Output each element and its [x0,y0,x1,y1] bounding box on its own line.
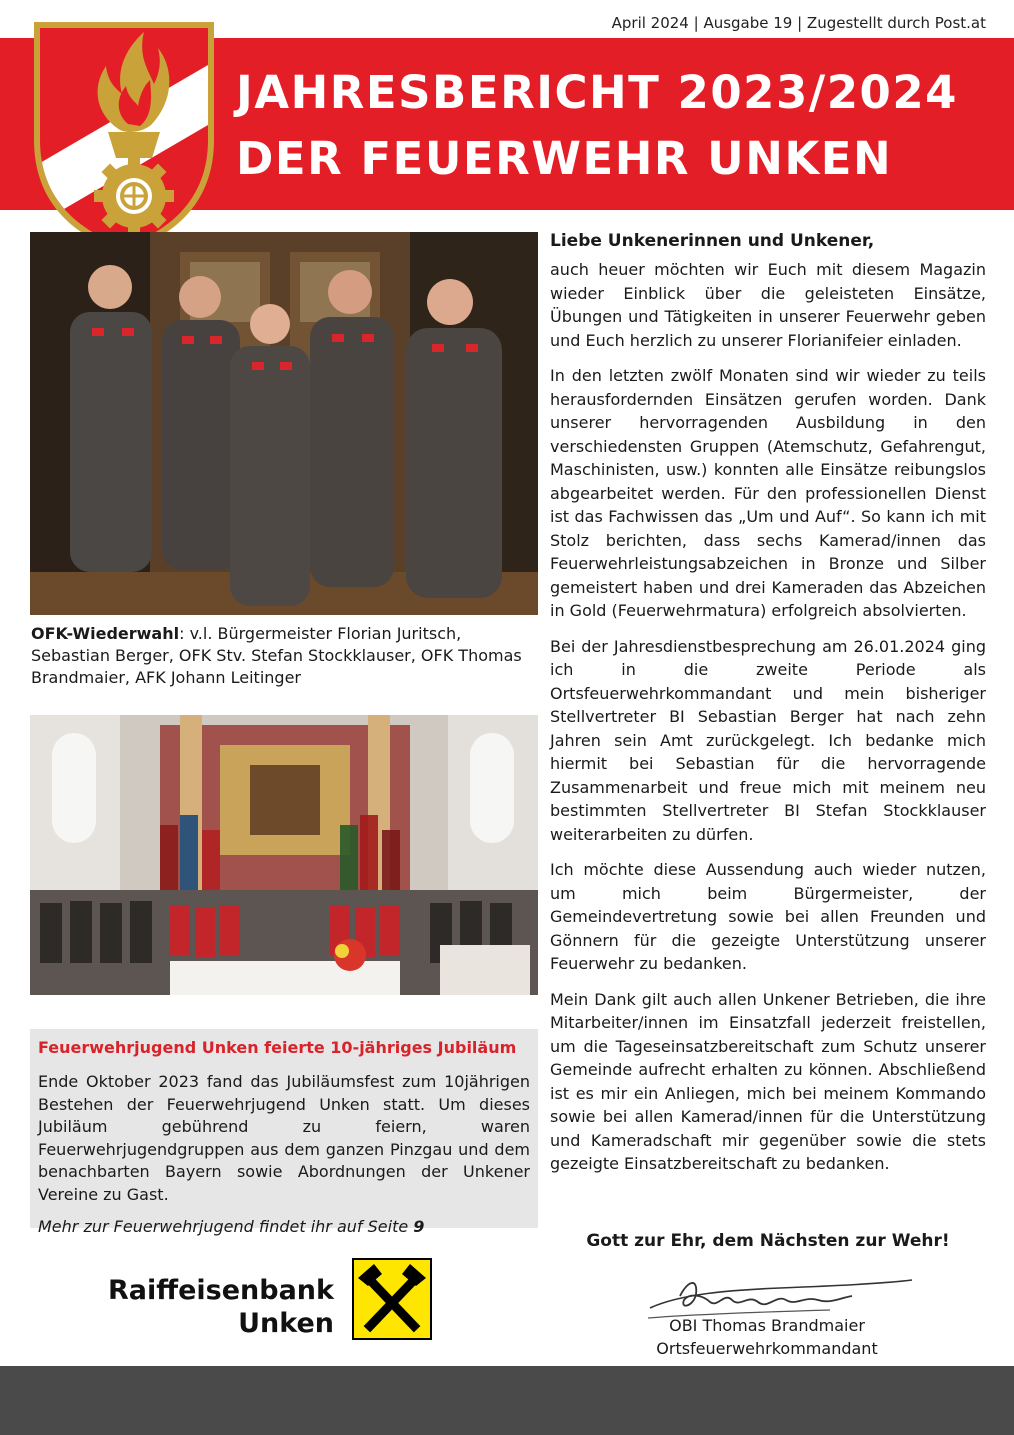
letter-paragraph: Mein Dank gilt auch allen Unkener Betrieben, die ihre Mitarbeiter/innen im Einsatzfall jederzeit freistellen, um die Tageseinsatzbereitschaft zum Schutz unserer Gemeinde aufrecht erhalten zu können. Abschließend ist es mir ein Anliegen, mich bei meinem Kommando sowie bei allen Kamerad/innen für die Unterstützung und Kameradschaft mir gegenüber sowie die stets gezeigte Einsatzbereitschaft zu bedanken. [550,989,986,1173]
caption-text: : v.l. Bürgermeister Florian Juritsch, Sebastian Berger, OFK Stv. Stefan Stockklauser, OFK Thomas Brandmaier, AFK Johann Leitinger [31,624,522,687]
signer-role: Ortsfeuerwehrkommandant [656,1339,878,1358]
caption-bold: OFK-Wiederwahl [31,624,180,643]
sponsor-line-2: Unken [238,1308,334,1339]
raiffeisen-gable-cross-icon [352,1258,432,1340]
sponsor-name [108,1274,334,1340]
jugend-page-number: 9 [413,1217,425,1236]
jugend-text: Ende Oktober 2023 fand das Jubiläumsfest zum 10jährigen Bestehen der Feuerwehrjugend Unken statt. Um dieses Jubiläum gebührend zu feiern, waren Feuerwehrjugendgruppen aus dem ganzen Pinzgau und dem benachbarten Bayern sowie Abordnungen der Unkener Vereine zu Gast. [38,1072,530,1204]
issue-line: April 2024 | Ausgabe 19 | Zugestellt durch Post.at [611,14,986,32]
jugend-title: Feuerwehrjugend Unken feierte 10-jähriges Jubiläum [38,1038,517,1057]
letter-column [550,230,986,1188]
jugend-more-link [38,1216,530,1238]
sponsor-line-1: Raiffeisenbank [107,1275,334,1306]
photo-ofk-election [30,232,538,615]
signer-block [612,1314,922,1360]
letter-paragraph: Ich möchte diese Aussendung auch wieder nutzen, um mich beim Bürgermeister, der Gemeindevertretung sowie bei allen Freunden und Gönnern für die gezeigte Unterstützung unserer Feuerwehr zu bedanken. [550,860,986,973]
title-line-1: JAHRESBERICHT 2023/2024 [236,66,958,119]
fire-brigade-crest-icon [28,20,220,252]
letter-salutation: Liebe Unkenerinnen und Unkener, [550,231,875,251]
jugend-more-text: Mehr zur Feuerwehrjugend findet ihr auf Seite [38,1217,409,1236]
signer-name: OBI Thomas Brandmaier [669,1316,865,1335]
footer-bar [0,1366,1014,1435]
page-title [236,60,958,192]
letter-paragraph: In den letzten zwölf Monaten sind wir wieder zu teils herausfordernden Einsätzen gerufen worden. Dank unserer hervorragenden Ausbildung in den verschiedensten Gruppen (Atemschutz, Gefahrengut, Maschinisten, usw.) konnten alle Einsätze reibungslos abgearbeitet werden. Für den professionellen Dienst ist das Fachwissen das „Um und Auf“. So kann ich mit Stolz berichten, dass sechs Kamerad/innen das Feuerwehrleistungsabzeichen in Bronze und Silber gemeistert haben und drei Kameraden das Abzeichen in Gold (Feuerwehrmatura) erfolgreich absolvierten. [550,366,986,620]
photo-jugend-church [30,715,538,995]
letter-motto: Gott zur Ehr, dem Nächsten zur Wehr! [586,1231,950,1251]
letter-paragraph: Bei der Jahresdienstbesprechung am 26.01.2024 ging ich in die zweite Periode als Ortsfeuerwehrkommandant und mein bisheriger Stellvertreter BI Sebastian Berger hat nach zehn Jahren sein Amt zurückgelegt. Ich bedanke mich hiermit bei Sebastian für die hervorragende Zusammenarbeit und freue mich mit meinem neu bestimmten Stellvertreter BI Stefan Stockklauser weiterarbeiten zu dürfen. [550,636,986,844]
title-line-2: DER FEUERWEHR UNKEN [236,132,893,185]
photo1-caption [31,623,539,689]
letter-paragraph: auch heuer möchten wir Euch mit diesem Magazin wieder Einblick über die geleisteten Einsätze, Übungen und Tätigkeiten in unserer Feuerwehr geben und Euch herzlich zu unserer Florianifeier einladen. [550,260,986,350]
jugend-box [30,1029,538,1236]
sponsor-raiffeisen [107,1258,442,1344]
